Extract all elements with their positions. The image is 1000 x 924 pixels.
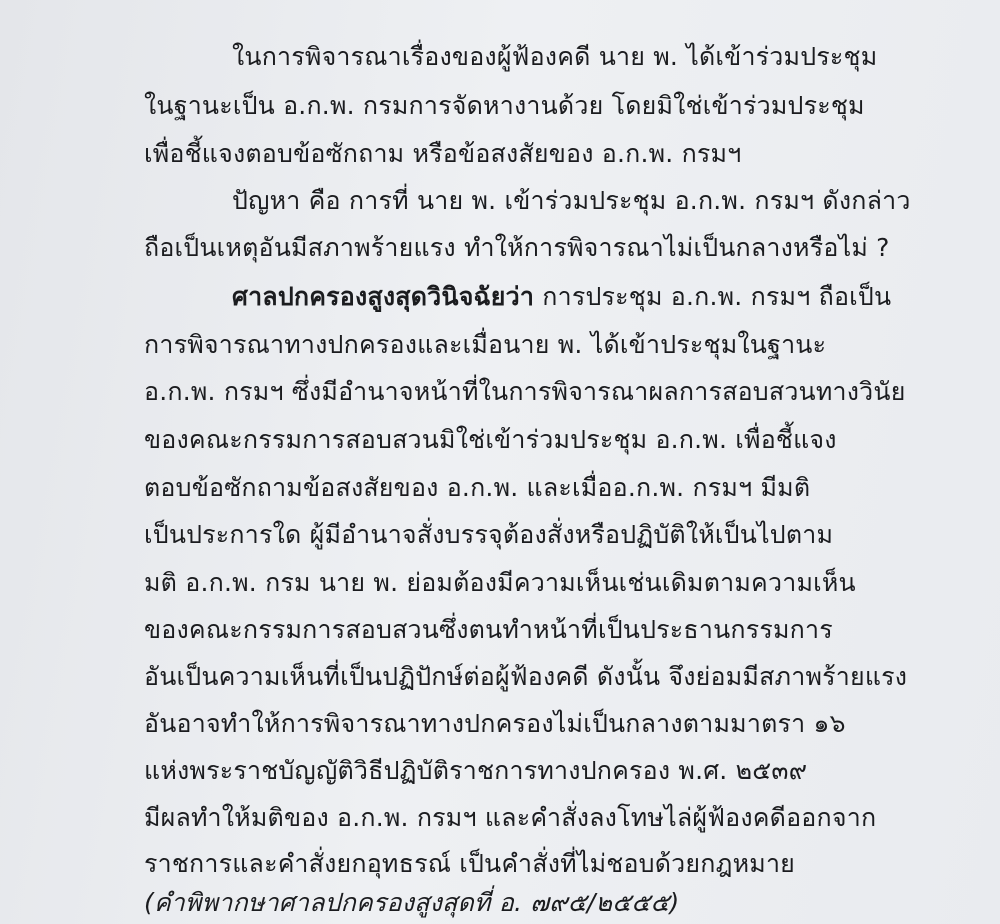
- ruling-line-3: อ.ก.พ. กรมฯ ซึ่งมีอำนาจหน้าที่ในการพิจารณาผลการสอบสวนทางวินัย: [144, 377, 906, 406]
- ruling-line-12: มีผลทำให้มติของ อ.ก.พ. กรมฯ และคำสั่งลงโทษไล่ผู้ฟ้องคดีออกจาก: [144, 803, 877, 832]
- ruling-line-9: อันเป็นความเห็นที่เป็นปฏิปักษ์ต่อผู้ฟ้องคดี ดังนั้น จึงย่อมมีสภาพร้ายแรง: [144, 662, 908, 691]
- paragraph-2-line-1: ปัญหา คือ การที่ นาย พ. เข้าร่วมประชุม อ.ก.พ. กรมฯ ดังกล่าว: [232, 186, 911, 215]
- ruling-lead-heading: ศาลปกครองสูงสุดวินิจฉัยว่า: [232, 282, 535, 311]
- ruling-line-10: อันอาจทำให้การพิจารณาทางปกครองไม่เป็นกลางตามมาตรา ๑๖: [144, 709, 846, 738]
- ruling-first-line: [232, 280, 891, 314]
- paragraph-1-line-3: เพื่อชี้แจงตอบข้อซักถาม หรือข้อสงสัยของ อ.ก.พ. กรมฯ: [144, 139, 742, 168]
- paragraph-2-line-2: ถือเป็นเหตุอันมีสภาพร้ายแรง ทำให้การพิจารณาไม่เป็นกลางหรือไม่ ?: [144, 233, 890, 262]
- ruling-line-2: การพิจารณาทางปกครองและเมื่อนาย พ. ได้เข้าประชุมในฐานะ: [144, 330, 827, 359]
- ruling-first-line-rest: การประชุม อ.ก.พ. กรมฯ ถือเป็น: [534, 282, 892, 311]
- paragraph-1-line-1: ในการพิจารณาเรื่องของผู้ฟ้องคดี นาย พ. ได้เข้าร่วมประชุม: [232, 42, 878, 71]
- ruling-line-8: ของคณะกรรมการสอบสวนซึ่งตนทำหน้าที่เป็นประธานกรรมการ: [144, 615, 833, 644]
- ruling-line-4: ของคณะกรรมการสอบสวนมิใช่เข้าร่วมประชุม อ.ก.พ. เพื่อชี้แจง: [144, 425, 837, 454]
- ruling-line-11: แห่งพระราชบัญญัติวิธีปฏิบัติราชการทางปกครอง พ.ศ. ๒๕๓๙: [144, 756, 808, 785]
- ruling-line-6: เป็นประการใด ผู้มีอำนาจสั่งบรรจุต้องสั่งหรือปฏิบัติให้เป็นไปตาม: [144, 520, 834, 549]
- case-citation: (คำพิพากษาศาลปกครองสูงสุดที่ อ. ๗๙๕/๒๕๕๕): [144, 888, 680, 917]
- ruling-line-7: มติ อ.ก.พ. กรม นาย พ. ย่อมต้องมีความเห็นเช่นเดิมตามความเห็น: [144, 568, 856, 597]
- ruling-line-13: ราชการและคำสั่งยกอุทธรณ์ เป็นคำสั่งที่ไม่ชอบด้วยกฎหมาย: [144, 849, 796, 878]
- paragraph-1-line-2: ในฐานะเป็น อ.ก.พ. กรมการจัดหางานด้วย โดยมิใช่เข้าร่วมประชุม: [144, 91, 865, 120]
- ruling-line-5: ตอบข้อซักถามข้อสงสัยของ อ.ก.พ. และเมื่ออ.ก.พ. กรมฯ มีมติ: [144, 473, 811, 502]
